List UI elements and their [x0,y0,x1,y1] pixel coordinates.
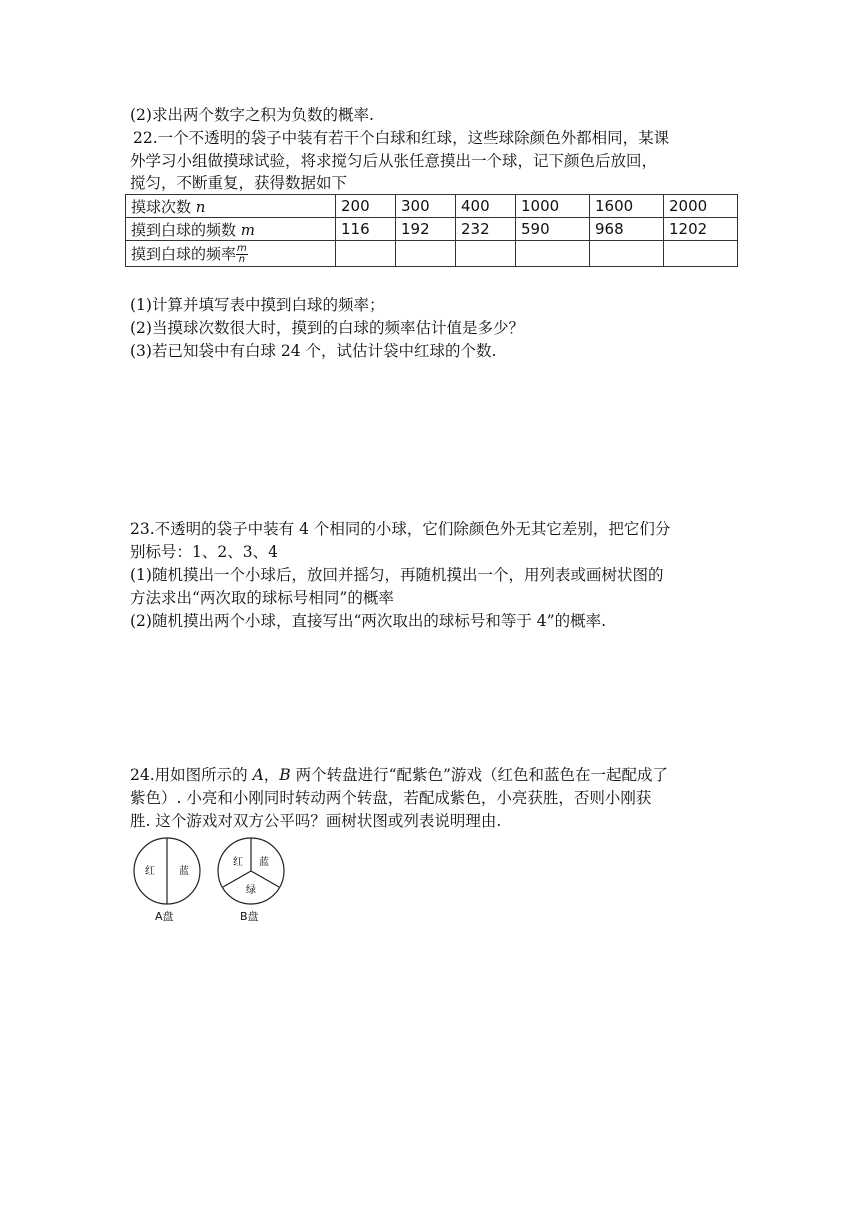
table-row-trials [126,195,738,218]
q24-line1: 24.用如图所示的 A，B 两个转盘进行“配紫色”游戏（红色和蓝色在一起配成了 [130,766,668,784]
table-cell: 1000 [516,195,590,218]
table-cell: 192 [396,218,456,241]
spinner-b [216,836,286,906]
spinner-a [132,836,202,906]
table-row-white-count [126,218,738,241]
q21-part2: (2)求出两个数字之积为负数的概率. [130,106,374,124]
table-cell: 1202 [664,218,738,241]
q24-line3: 胜. 这个游戏对双方公平吗？画树状图或列表说明理由. [130,812,502,830]
spinner-a-red-label: 红 [145,866,155,877]
spinner-b-red-label: 红 [233,857,243,868]
spinner-a-blue-label: 蓝 [179,866,189,877]
spinner-b-blue-label: 蓝 [259,857,269,868]
table-cell: 590 [516,218,590,241]
row-label-trials: 摸球次数 n [126,195,336,218]
q23-line1: 23.不透明的袋子中装有 4 个相同的小球，它们除颜色外无其它差别，把它们分 [130,520,671,538]
q22-sub2: (2)当摸球次数很大时，摸到的白球的频率估计值是多少？ [130,319,524,337]
table-cell: 200 [336,195,396,218]
spinner-b-caption: B盘 [240,910,259,923]
table-cell: 116 [336,218,396,241]
table-cell: 1600 [590,195,664,218]
table-cell: 232 [456,218,516,241]
q24-line2: 紫色）. 小亮和小刚同时转动两个转盘，若配成紫色，小亮获胜，否则小刚获 [130,789,652,807]
spinner-a-caption: A盘 [155,910,174,923]
blank-cell [516,241,590,267]
q23-sub2: (2)随机摸出两个小球，直接写出“两次取出的球标号和等于 4”的概率. [130,612,607,630]
blank-cell [664,241,738,267]
blank-cell [590,241,664,267]
table-cell: 968 [590,218,664,241]
q22-line3: 搅匀，不断重复，获得数据如下 [130,174,348,192]
q22-sub1: (1)计算并填写表中摸到白球的频率； [130,296,385,314]
row-label-white-count: 摸到白球的频数 m [126,218,336,241]
blank-cell [396,241,456,267]
table-cell: 400 [456,195,516,218]
fraction-m-over-n: $\frac{m}{n}$ [237,242,247,265]
row-label-white-frequency: 摸到白球的频率 $\frac{m}{n}$ [126,241,336,267]
table-cell: 2000 [664,195,738,218]
frequency-table [125,194,738,267]
table-row-white-frequency [126,241,738,267]
q23-sub1a: (1)随机摸出一个小球后，放回并摇匀，再随机摸出一个，用列表或画树状图的 [130,566,664,584]
spinner-b-green-label: 绿 [246,885,256,896]
q22-line1: 22.一个不透明的袋子中装有若干个白球和红球，这些球除颜色外都相同，某课 [133,129,670,147]
blank-cell [336,241,396,267]
q23-line2: 别标号：1、2、3、4 [130,543,278,561]
q23-sub1b: 方法求出“两次取的球标号相同”的概率 [130,589,394,607]
blank-cell [456,241,516,267]
table-cell: 300 [396,195,456,218]
q22-line2: 外学习小组做摸球试验，将求搅匀后从张任意摸出一个球，记下颜色后放回， [130,152,658,170]
q22-sub3: (3)若已知袋中有白球 24 个，试估计袋中红球的个数. [130,342,497,360]
